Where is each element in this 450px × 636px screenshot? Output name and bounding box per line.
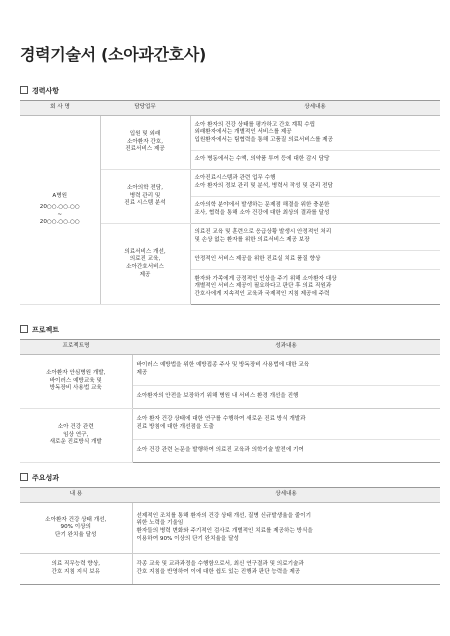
achievement-name-cell (20, 554, 132, 585)
text-line: 20○○.○○.○○ (39, 203, 80, 210)
text-line: 바이러스 예방교육 및 (49, 377, 102, 384)
projects-table (20, 339, 440, 463)
text-line: 소아간호서비스 (126, 264, 164, 270)
text-line: 의료진 교육 및 훈련으로 응급상황 발생시 안정적인 처리 (194, 229, 332, 236)
text-line: 새로운 진료방식 개발 (49, 439, 102, 446)
duty-cell (100, 170, 190, 224)
text-line: A병원 (52, 193, 68, 200)
header-results: 성과내용 (132, 340, 440, 355)
text-line: 간호 지침을 반영하여 이에 대한 쉽도 있는 진행과 판단 능력을 제공 (136, 569, 301, 575)
header-project-name: 프로젝트명 (20, 340, 132, 355)
text-line: 간호 지침 지식 보유 (51, 569, 101, 575)
text-line: 소아 병동에서는 수액, 의약품 투여 등에 대한 감시 담당 (194, 156, 330, 163)
text-line: 제공 (136, 370, 148, 376)
text-line: 환자들의 병력 변화와 주기적인 검사로 개별적인 치료를 제공하는 방식을 (136, 528, 313, 534)
text-line: 병력 관리 및 (129, 192, 161, 199)
text-line: 진료 시스템 분석 (124, 200, 166, 207)
text-line: 임상 연구, (63, 431, 89, 438)
result-cell (132, 409, 440, 440)
achievement-detail-cell (132, 503, 440, 554)
text-line: 조사, 협력을 통해 소아 건강에 대한 최상의 결과를 달성 (194, 210, 330, 216)
text-line: 진료서비스 제공 (125, 146, 165, 153)
project-name-cell (20, 355, 132, 409)
text-line: 소아환자 간호, (127, 138, 163, 145)
checkbox-icon (20, 473, 28, 481)
detail-cell (190, 151, 440, 170)
checkbox-icon (20, 86, 28, 94)
text-line: 소아 환자 건강 상태에 대한 연구를 수행하여 새로운 진료 방식 개발과 (136, 416, 306, 423)
company-cell (20, 116, 100, 305)
header-company: 회 사 명 (20, 101, 100, 116)
header-duty: 담당업무 (100, 101, 190, 116)
text-line: 소아 환자의 정보 관리 및 분석, 병력서 작성 및 관리 전담 (194, 183, 333, 189)
detail-cell (190, 197, 440, 224)
result-cell (132, 386, 440, 409)
text-line: 안정적인 서비스 제공을 위한 진료실 치료 품질 향상 (194, 256, 321, 263)
text-line: 20○○.○○.○○ (39, 219, 80, 226)
achievement-detail-cell (132, 554, 440, 585)
career-table (20, 100, 440, 305)
text-line: 소아환자 안심병원 개발, (46, 370, 106, 377)
text-line: 제공 (139, 271, 151, 278)
detail-cell (190, 116, 440, 151)
header-details: 상세내용 (132, 488, 440, 503)
text-line: 외래환자에서는 개별적인 서비스를 제공 (194, 129, 292, 136)
achievements-table (20, 487, 440, 585)
text-line: 간호사에게 지속적인 교육과 국제적인 지침 제공에 주력 (194, 290, 330, 297)
text-line: 의료 직무능력 향상, (51, 561, 101, 568)
text-line: 입원 및 외래 (129, 131, 161, 138)
text-line: 입원환자에서는 팀협력을 통해 고품질 의료서비스를 제공 (194, 136, 334, 143)
text-line: 위한 노력을 기울임 (136, 520, 184, 527)
duty-cell (100, 224, 190, 305)
text-line: 소아환자의 안전을 보장하기 위해 병원 내 서비스 환경 개선을 진행 (136, 393, 299, 400)
text-line: 의료진 교육, (129, 256, 161, 263)
section-career-heading (20, 86, 59, 96)
text-line: 단기 완치율 달성 (55, 531, 97, 538)
text-line: 각종 교육 및 교과과정을 수행함으로서, 최신 연구결과 및 의료기술과 (136, 561, 304, 568)
text-line: 바이러스 예방법을 위한 예방접종 주사 및 방독장비 사용법에 대한 교육 (136, 362, 310, 369)
text-line: 방독장비 사용법 교육 (49, 385, 102, 392)
detail-cell (190, 270, 440, 305)
text-line: 선제적인 조치를 통해 환자의 건강 상태 개선, 질병 신규발생율을 줄이기 (136, 512, 311, 519)
duty-cell (100, 116, 190, 170)
detail-cell (190, 170, 440, 197)
text-line: 진료 방침에 대한 개선점을 도출 (136, 424, 214, 430)
text-line: 이용하여 90% 이상의 단기 완치율을 달성 (136, 535, 239, 542)
text-line: 프로젝트 (32, 326, 60, 334)
achievement-name-cell (20, 503, 132, 554)
header-content: 내 용 (20, 488, 132, 503)
text-line: 경력사항 (32, 87, 60, 95)
text-line: 소아 건강 관련 (57, 424, 94, 431)
text-line: 90% 이상의 (60, 524, 91, 531)
result-cell (132, 440, 440, 463)
text-line: 개별적인 서비스 제공이 필요하다고 판단 후 의료 직원과 (194, 283, 332, 290)
text-line: 의료서비스 개선, (124, 248, 166, 255)
text-line: 소아환자 건강 상태 개선, (45, 516, 107, 523)
section-achievements-heading (20, 473, 59, 483)
text-line: 및 손상 없는 환자를 위한 의료서비스 제공 보장 (194, 237, 310, 243)
detail-cell (190, 224, 440, 251)
project-name-cell (20, 409, 132, 463)
page-title: 경력기술서 (소아과간호사) (20, 45, 207, 64)
text-line: 환자와 가족에게 긍정적인 인상을 주기 위해 소아환자 대상 (194, 275, 337, 282)
section-projects-heading (20, 325, 59, 335)
text-line: 소아의학 분야에서 발생하는 문제점 해결을 위한 충분한 (194, 202, 330, 209)
text-line: 소아의학 전담, (127, 185, 163, 192)
header-details: 상세내용 (190, 101, 440, 116)
checkbox-icon (20, 325, 28, 333)
text-line: 주요성과 (32, 474, 60, 482)
detail-cell (190, 251, 440, 270)
text-line: 소아진료시스템과 관련 업무 수행 (194, 175, 276, 182)
text-line: ~ (57, 211, 63, 218)
result-cell (132, 355, 440, 386)
text-line: 소아 건강 관련 논문을 발행하여 의료진 교육과 의학기술 발전에 기여 (136, 447, 304, 454)
text-line: 소아 환자의 건강 상태를 평가하고 간호 계획 수립 (194, 121, 316, 128)
